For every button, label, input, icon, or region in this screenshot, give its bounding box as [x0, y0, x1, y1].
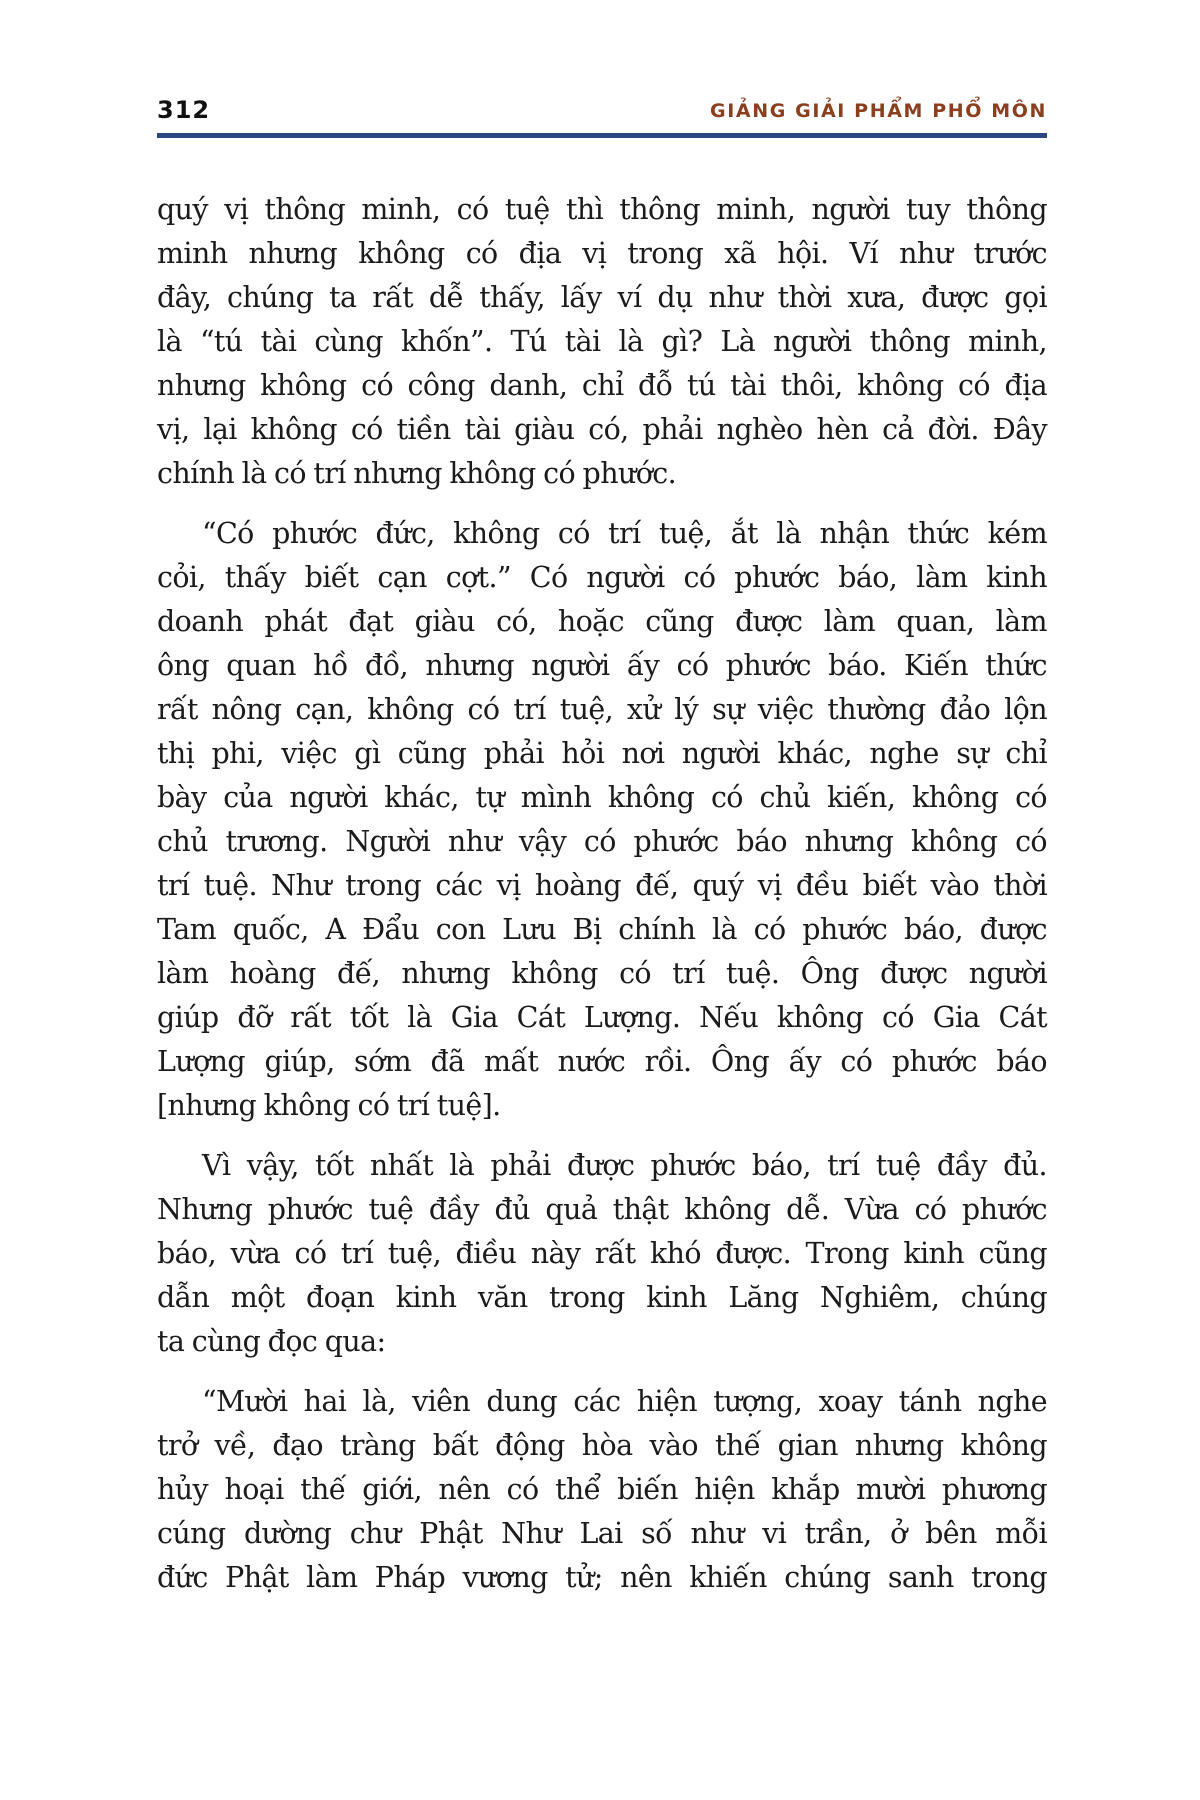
text-line: quý vị thông minh, có tuệ thì thông minh, người tuy thông [157, 193, 1047, 226]
paragraph-2 [157, 512, 1047, 1128]
text-line: “Có phước đức, không có trí tuệ, ắt là nhận thức kém [202, 517, 1047, 550]
paragraph-3 [157, 1144, 1047, 1364]
book-title: GIẢNG GIẢI PHẨM PHỔ MÔN [710, 100, 1047, 122]
text-line: [nhưng không có trí tuệ]. [157, 1089, 501, 1122]
text-line: đức Phật làm Pháp vương tử; nên khiến chúng sanh trong [157, 1561, 1047, 1594]
text-line: bày của người khác, tự mình không có chủ kiến, không có [157, 781, 1047, 814]
text-line: Lượng giúp, sớm đã mất nước rồi. Ông ấy có phước báo [157, 1045, 1047, 1078]
text-line: cúng dường chư Phật Như Lai số như vi trần, ở bên mỗi [157, 1517, 1047, 1550]
paragraph-4-quotation [157, 1380, 1047, 1600]
text-line: trở về, đạo tràng bất động hòa vào thế gian nhưng không [157, 1429, 1047, 1462]
text-line: nhưng không có công danh, chỉ đỗ tú tài thôi, không có địa [157, 369, 1047, 402]
text-line: chủ trương. Người như vậy có phước báo nhưng không có [157, 825, 1047, 858]
text-line: dẫn một đoạn kinh văn trong kinh Lăng Nghiêm, chúng [157, 1281, 1047, 1314]
page-number: 312 [157, 96, 211, 124]
paragraph-1 [157, 188, 1047, 496]
text-line: vị, lại không có tiền tài giàu có, phải nghèo hèn cả đời. Đây [157, 413, 1047, 446]
body-text [157, 188, 1047, 1616]
header-rule [157, 133, 1047, 138]
text-line: chính là có trí nhưng không có phước. [157, 457, 677, 490]
text-line: là “tú tài cùng khốn”. Tú tài là gì? Là người thông minh, [157, 325, 1047, 358]
text-line: đây, chúng ta rất dễ thấy, lấy ví dụ như thời xưa, được gọi [157, 281, 1047, 314]
text-line: hủy hoại thế giới, nên có thể biến hiện khắp mười phương [157, 1473, 1047, 1506]
text-line: rất nông cạn, không có trí tuệ, xử lý sự việc thường đảo lộn [157, 693, 1047, 726]
text-line: “Mười hai là, viên dung các hiện tượng, xoay tánh nghe [202, 1385, 1047, 1418]
text-line: Tam quốc, A Đẩu con Lưu Bị chính là có phước báo, được [157, 913, 1047, 946]
text-line: giúp đỡ rất tốt là Gia Cát Lượng. Nếu không có Gia Cát [157, 1001, 1047, 1034]
text-line: Nhưng phước tuệ đầy đủ quả thật không dễ. Vừa có phước [157, 1193, 1047, 1226]
text-line: ông quan hồ đồ, nhưng người ấy có phước báo. Kiến thức [157, 649, 1047, 682]
text-line: cỏi, thấy biết cạn cợt.” Có người có phước báo, làm kinh [157, 561, 1047, 594]
text-line: ta cùng đọc qua: [157, 1325, 386, 1358]
text-line: thị phi, việc gì cũng phải hỏi nơi người khác, nghe sự chỉ [157, 737, 1047, 770]
text-line: báo, vừa có trí tuệ, điều này rất khó được. Trong kinh cũng [157, 1237, 1047, 1270]
text-line: trí tuệ. Như trong các vị hoàng đế, quý vị đều biết vào thời [157, 869, 1047, 902]
text-line: doanh phát đạt giàu có, hoặc cũng được làm quan, làm [157, 605, 1047, 638]
text-line: Vì vậy, tốt nhất là phải được phước báo, trí tuệ đầy đủ. [202, 1149, 1047, 1182]
text-line: minh nhưng không có địa vị trong xã hội. Ví như trước [157, 237, 1047, 270]
text-line: làm hoàng đế, nhưng không có trí tuệ. Ông được người [157, 957, 1047, 990]
running-head [157, 96, 1047, 126]
